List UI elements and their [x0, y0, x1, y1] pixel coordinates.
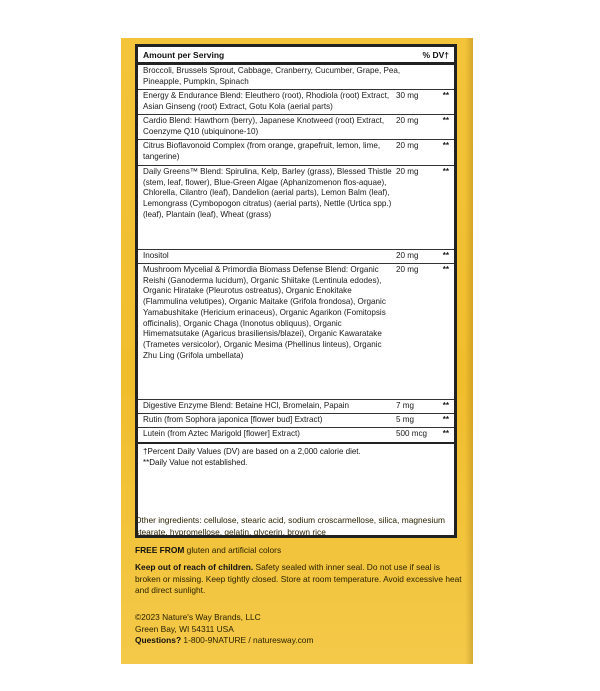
- table-row: [138, 140, 454, 166]
- row-amount: 30 mg: [396, 91, 419, 100]
- row-dv: **: [442, 251, 449, 260]
- row-description: Cardio Blend: Hawthorn (berry), Japanese Knotweed (root) Extract, Coenzyme Q10 (ubiquinone-10): [143, 116, 385, 136]
- table-row: [138, 90, 454, 115]
- row-amount: 20 mg: [396, 251, 419, 260]
- dv-column-label: % DV†: [422, 49, 449, 60]
- table-row: [138, 65, 454, 90]
- amount-per-serving-label: Amount per Serving: [143, 49, 225, 60]
- row-amount: 5 mg: [396, 415, 414, 424]
- row-description: Mushroom Mycelial & Primordia Biomass Defense Blend: Organic Reishi (Ganoderma lucidum), Organic Shiitake (Lentinula edodes), Organic Hiratake (Pleurotus ostreatus), Organic Enokitake (Flammulina velutipes), Organic Maitake (Grifola frondosa), Organic Yamabushitake (Hericium erinaceus), Organic Agarikon (Fomitopsis officinalis), Organic Chaga (Inonotus obliquus), Organic Himematsutake (Agaricus brasiliensis/blazei), Organic Kawaratake (Trametes versicolor), Organic Mesima (Phellinus linteus), Organic Zhu Ling (Grifola umbellata): [143, 265, 386, 360]
- row-amount: 500 mcg: [396, 429, 428, 438]
- warning-label: Keep out of reach of children.: [135, 562, 254, 572]
- questions-label: Questions?: [135, 635, 182, 646]
- supplement-facts-panel: [135, 44, 457, 538]
- row-description: Energy & Endurance Blend: Eleuthero (root), Rhodiola (root) Extract, Asian Ginseng (root) Extract, Gotu Kola (aerial parts): [143, 91, 390, 111]
- table-row: [138, 400, 454, 414]
- row-description: [143, 167, 396, 248]
- table-row: [138, 428, 454, 444]
- free-from-statement: [135, 545, 463, 557]
- row-dv: **: [442, 401, 449, 410]
- row-amount: 20 mg: [396, 116, 419, 125]
- free-from-label: FREE FROM: [135, 545, 185, 555]
- row-amount: 20 mg: [396, 141, 419, 150]
- row-dv: **: [442, 91, 449, 100]
- table-row: [138, 250, 454, 264]
- label-edge-shadow: [465, 38, 473, 664]
- row-amount: 7 mg: [396, 401, 414, 410]
- product-label: [121, 38, 473, 664]
- daily-greens-text: Daily Greens™ Blend: Spirulina, Kelp, Barley (grass), Blessed Thistle (stem, leaf, flower), Blue-Green Algae (Aphanizomenon flos-aquae), Chlorella, Cilantro (leaf), Dandelion (aerial parts), Lemon Balm (leaf), Lemongrass (Cymbopogon citratus) (aerial parts), Nettle (Urtica spp.) (leaf), Plantain (leaf), Wheat (grass): [143, 167, 392, 219]
- table-row: [138, 414, 454, 428]
- row-dv: **: [442, 141, 449, 150]
- row-amount: 20 mg: [396, 167, 419, 176]
- table-row: [138, 264, 454, 400]
- table-row: [138, 166, 454, 250]
- not-established-footnote: **Daily Value not established.: [143, 457, 248, 467]
- row-dv: **: [442, 167, 449, 176]
- dv-footnote: †Percent Daily Values (DV) are based on a 2,000 calorie diet.: [143, 447, 361, 456]
- row-amount: 20 mg: [396, 265, 419, 274]
- facts-header: [138, 47, 454, 65]
- table-row: [138, 115, 454, 140]
- row-description: Inositol: [143, 251, 169, 260]
- row-description: Digestive Enzyme Blend: Betaine HCl, Bromelain, Papain: [143, 401, 350, 410]
- row-dv: **: [442, 415, 449, 424]
- other-ingredients: Other ingredients: cellulose, stearic acid, sodium croscarmellose, silica, magnesium stearate, hypromellose, gelatin, glycerin, brown rice: [135, 515, 446, 537]
- warning-statement: [135, 562, 463, 597]
- row-dv: **: [442, 429, 449, 438]
- row-dv: **: [442, 116, 449, 125]
- row-dv: **: [442, 265, 449, 274]
- row-description: Lutein (from Aztec Marigold [flower] Extract): [143, 429, 300, 438]
- facts-footnotes: [138, 444, 454, 471]
- copyright-line: ©2023 Nature's Way Brands, LLC: [135, 612, 261, 622]
- row-description: Rutin (from Sophora japonica [flower bud] Extract): [143, 415, 323, 424]
- row-description: Citrus Bioflavonoid Complex (from orange, grapefruit, lemon, lime, tangerine): [143, 141, 381, 161]
- company-info: [135, 612, 463, 647]
- free-from-text: gluten and artificial colors: [184, 545, 282, 555]
- questions-line: [135, 635, 463, 647]
- row-description: Broccoli, Brussels Sprout, Cabbage, Cranberry, Cucumber, Grape, Pea, Pineapple, Pumpkin, Spinach: [143, 66, 401, 86]
- questions-contact: 1-800-9NATURE / naturesway.com: [181, 635, 314, 646]
- warning-text: Safety sealed with inner seal. Do not use if seal is broken or missing. Keep tightly closed. Store at room temperature. Avoid excessive heat and direct sunlight.: [135, 562, 462, 596]
- address-line: Green Bay, WI 54311 USA: [135, 623, 234, 634]
